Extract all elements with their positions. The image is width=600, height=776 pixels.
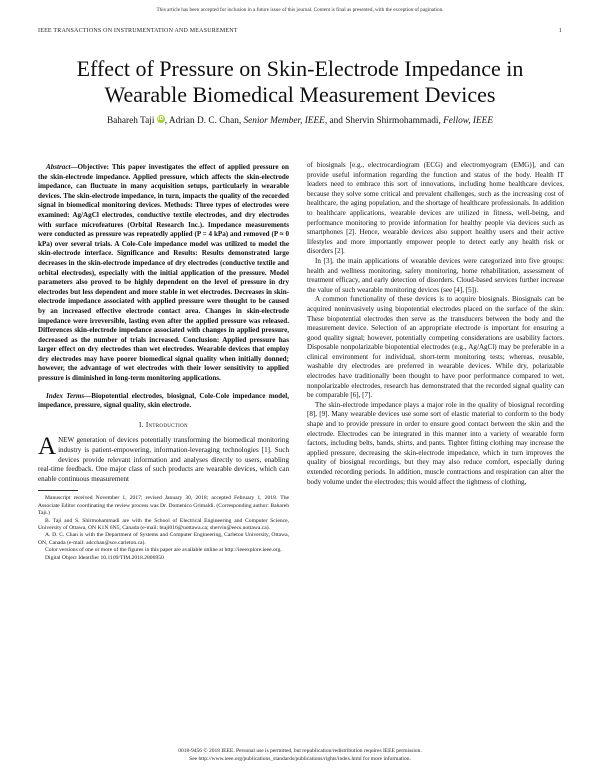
abstract-text: —Objective: This paper investigates the effect of applied pressure on the skin-electrode impedance. Applied pressure, which affects the skin-electrode impedance, can fluctuate in many acquisition setups, particularly in wearable devices. The skin-electrode impedance, in turn, impacts the quality of the recorded signal in biomedical monitoring devices. Methods: Three types of electrodes were examined: Ag/AgCl electrodes, conductive textile electrodes, and dry electrodes with surface microfeatures (Orbital Research Inc.). Impedance measurements were conducted as pressure was repeatedly applied (P = 4 kPa) and removed (P ≈ 0 kPa) over several trials. A Cole-Cole impedance model was utilized to model the skin-electrode interface. Significance and Results: Results demonstrated large decreases in the skin-electrode impedance of dry electrodes (conductive textile and orbital electrodes), especially with the initial application of the pressure. Model parameters also proved to be highly dependent on the level of pressure in dry electrodes but less dependent and more stable in wet electrodes. Decreases in skin-electrode impedance associated with applied pressure were thought to be caused by an increased effective electrode contact area. Changes in skin-electrode impedance were irreversible, lasting even after the applied pressure was released. Differences skin-electrode impedance associated with changes in applied pressure, decreased as the number of trials increased. Conclusion: Applied pressure has larger effect on dry electrodes than wet electrodes. Wearable devices that employ dry electrodes may have poorer biomedical signal quality when initially donned; however, the advantage of wet electrodes with their lower sensitivity to applied pressure is diminished in long-term monitoring applications.	[38, 163, 289, 383]
body-paragraph-4: The skin-electrode impedance plays a major role in the quality of biosignal recording [8], [9]. Many wearable devices use some sort of elastic material to conform to the body shape and to provide pressure in order to ensure good contact between the skin and the electrode. Electrodes can be integrated in this manner into a variety of wearable form factors, including belts, bands, shirts, and pants. Tighter fitting clothing may increase the applied pressure, decreasing the skin-electrode impedance, which in turn improves the quality of biosignal recordings, but they may also reduce comfort, especially during extended recording periods. In addition, muscle contractions and respiration can alter the body volume under the electrodes; this would affect the tightness of clothing,	[307, 400, 564, 486]
copyright-line-1: 0018-9456 © 2018 IEEE. Personal use is permitted, but republication/redistribution requires IEEE permission.	[178, 748, 422, 754]
footnote-affiliation-1: B. Taji and S. Shirmohammadi are with the School of Electrical Engineering and Computer Science, University of Ottawa, ON K1N 6N5, Canada (e-mail: btaji016@uottawa.ca; shervin@eecs.uottawa.ca).	[38, 517, 289, 532]
author-3: and Shervin Shirmohammadi,	[329, 116, 441, 126]
author-2: Adrian D. C. Chan,	[168, 116, 242, 126]
journal-name: IEEE TRANSACTIONS ON INSTRUMENTATION AND MEASUREMENT	[38, 28, 238, 34]
footnote-manuscript: Manuscript received November 1, 2017; revised January 30, 2018; accepted February 1, 2018. The Associate Editor coordinating the review process was Dr. Domenico Grimaldi. (Corresponding author: Bahareh Taji.)	[38, 495, 289, 517]
body-paragraph-2: In [3], the main applications of wearable devices were categorized into five groups: health and wellness monitoring, safety monitoring, home rehabilitation, assessment of treatment efficacy, and early detection of disorders. Cloud-based services further increase the value of such wearable monitoring devices (see [4], [5]).	[307, 256, 564, 294]
intro-paragraph-1: ANEW generation of devices potentially transforming the biomedical monitoring industry is patient-empowering, information-leveraging technologies [1]. Such devices provide relevant information and analyses directly to users, enabling real-time feedback. One major class of such products are wearable devices, which can enable continuous measurement	[38, 433, 289, 483]
acceptance-notice: This article has been accepted for inclusion in a future issue of this journal. Content is final as presented, with the exception of pagination.	[156, 7, 444, 13]
section-heading-introduction: I. Introduction	[139, 420, 188, 429]
title-line-2: Wearable Biomedical Measurement Devices	[104, 82, 496, 107]
footnote-affiliation-2: A. D. C. Chan is with the Department of Systems and Computer Engineering, Carleton University, Ottawa, ON, Canada (e-mail: adcchan@sce.carleton.ca).	[38, 532, 289, 546]
title-line-1: Effect of Pressure on Skin-Electrode Impedance in	[76, 56, 524, 81]
author-list: Bahareh Taji iD, Adrian D. C. Chan, Senior Member, IEEE, and Shervin Shirmohammadi, Fellow, IEEE	[106, 116, 494, 126]
running-header	[38, 28, 562, 34]
author-1: Bahareh Taji	[106, 116, 155, 126]
body-paragraph-3: A common functionality of these devices is to acquire biosignals. Biosignals can be acquired noninvasively using biopotential electrodes placed on the surface of the skin. These biopotential electrodes then serve as the transducers between the body and the measurement device. Selection of an appropriate electrode is important for ensuring a good quality signal; however, potentially competing considerations are usability factors. Disposable nonpolarizable biopotential electrodes (e.g., Ag/AgCl) may be preferable in a clinical environment for individual, short-term monitoring tests; whereas, reusable, washable dry electrodes are preferred in wearable devices. While dry, polarizable electrodes have traditionally been thought to have poor performance compared to wet, nonpolarizable electrodes, research has demonstrated that the recorded signal quality can be comparable [6], [7].	[307, 295, 564, 400]
author-3-role: Fellow, IEEE	[443, 116, 494, 126]
orcid-icon[interactable]: iD	[157, 116, 164, 122]
body-paragraph-1: of biosignals [e.g., electrocardiogram (ECG) and electromyogram (EMG)], and can provide useful information regarding the function and status of the body. Health IT leaders need to embrace this sort of innovations, including home healthcare devices, because they solve some critical and prevalent challenges, such as the increasing cost of healthcare, the aging population, and the shortage of healthcare professionals. In addition to healthcare applications, wearable devices are utilized in fitness, well-being, and performance monitoring to provide information for healthy people via devices such as smartphones [2]. Hence, wearable devices also support healthy users and their active lifestyles and more importantly empower people to detect early any health risk or disorders [2].	[307, 161, 564, 256]
abstract-label: Abstract	[46, 163, 71, 171]
page-number: 1	[558, 28, 562, 34]
paper-title	[20, 56, 580, 108]
footnote-doi: Digital Object Identifier 10.1109/TIM.2018.2806950	[45, 554, 164, 561]
footnote-divider	[38, 490, 78, 491]
right-column	[307, 161, 564, 487]
footnotes	[38, 495, 289, 562]
left-column	[38, 163, 289, 562]
copyright-footer	[0, 747, 600, 763]
index-terms	[38, 392, 289, 411]
index-terms-label: Index Terms	[46, 391, 85, 400]
abstract	[38, 163, 289, 384]
copyright-line-2: See http://www.ieee.org/publications_standards/publications/rights/index.html for more information.	[189, 756, 411, 762]
author-2-role: Senior Member, IEEE,	[243, 116, 328, 126]
footnote-color: Color versions of one or more of the figures in this paper are available online at http://ieeexplore.ieee.org.	[45, 547, 282, 554]
index-terms-text: —Biopotential electrodes, biosignal, Cole-Cole impedance model, impedance, pressure, signal quality, skin electrode.	[38, 391, 290, 410]
